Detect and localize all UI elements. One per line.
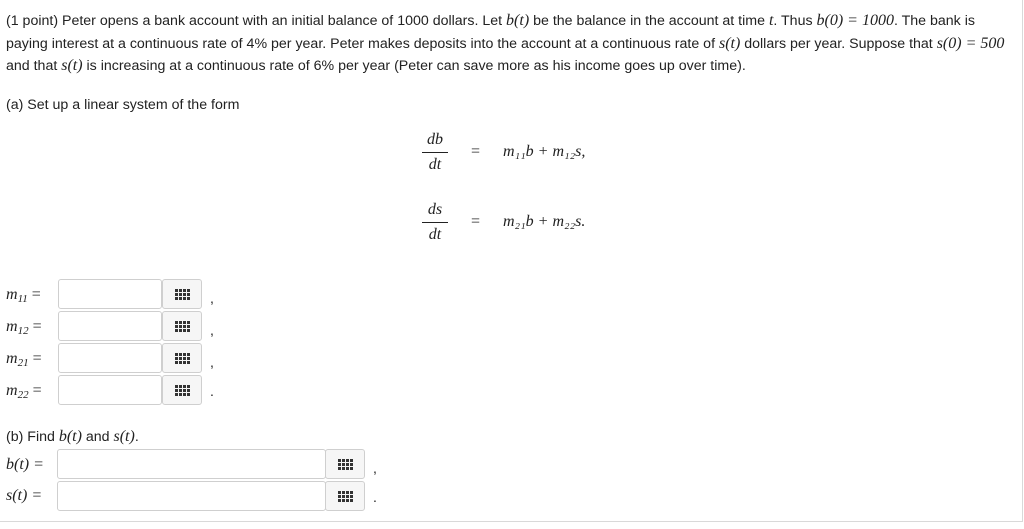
m22-input[interactable] [58, 375, 162, 405]
math-s0: s(0) = 500 [936, 34, 1005, 52]
part-b-prompt [6, 428, 139, 446]
math-st: s(t) [718, 34, 741, 52]
part-a-prompt: (a) Set up a linear system of the form [6, 97, 240, 113]
punctuation: . [373, 489, 377, 505]
label-m12 [6, 318, 42, 337]
fraction-bar [422, 222, 448, 223]
grid-icon [175, 385, 190, 396]
fraction-bar [422, 152, 448, 153]
grid-icon [175, 321, 190, 332]
m12-input[interactable] [58, 311, 162, 341]
denominator: dt [428, 226, 442, 243]
equals: = [28, 382, 42, 399]
prompt-text: and [81, 429, 114, 445]
math-t: t [768, 12, 774, 29]
math-st: s(t) [61, 57, 83, 74]
statement-text: dollars per year. Suppose that [740, 35, 937, 52]
label-m21 [6, 350, 42, 369]
equals-sign: = [471, 143, 481, 160]
punctuation: . [210, 383, 214, 399]
m11-equation-editor-button[interactable] [162, 279, 202, 309]
label-bt: b(t) = [6, 456, 44, 473]
subscript: 12 [17, 325, 29, 337]
equals: = [28, 350, 42, 367]
denominator: dt [428, 156, 442, 173]
prompt-text: . [134, 429, 139, 445]
statement-text: be the balance in the account at time [529, 13, 769, 29]
statement-text: . The bank is paying interest at a continuous rate of 4% per year. Peter makes deposits into the account at a continuous rate of [6, 13, 975, 52]
equals-sign: = [471, 213, 481, 230]
fraction-db-dt [420, 131, 450, 174]
var: m [6, 382, 18, 399]
statement-text: and that [6, 58, 62, 74]
statement-text: . Thus [773, 13, 817, 29]
var: m [6, 350, 18, 367]
label-m11 [6, 286, 41, 305]
subscript: 22 [17, 389, 29, 401]
m21-equation-editor-button[interactable] [162, 343, 202, 373]
equals: = [28, 318, 42, 335]
math-bt: b(t) [506, 12, 530, 29]
subscript: 21 [17, 357, 29, 369]
equation-rhs-2: m₂₁b + m₂₂s. [503, 213, 586, 230]
bt-input[interactable] [57, 449, 326, 479]
var: m [6, 318, 18, 335]
m22-equation-editor-button[interactable] [162, 375, 202, 405]
statement-text: Peter opens a bank account with an initial balance of 1000 dollars. Let [58, 13, 507, 29]
punctuation: , [373, 460, 377, 476]
punctuation: , [210, 354, 214, 370]
punctuation: , [210, 322, 214, 338]
punctuation: , [210, 290, 214, 306]
numerator: ds [427, 201, 443, 218]
fraction-ds-dt [420, 201, 450, 244]
equation-rhs-1: m₁₁b + m₁₂s, [503, 143, 586, 160]
m11-input[interactable] [58, 279, 162, 309]
label-st: s(t) = [6, 487, 43, 504]
m21-input[interactable] [58, 343, 162, 373]
st-equation-editor-button[interactable] [325, 481, 365, 511]
grid-icon [338, 491, 353, 502]
statement-text: is increasing at a continuous rate of 6% per year (Peter can save more as his income goes up over time). [82, 58, 746, 74]
bt-equation-editor-button[interactable] [325, 449, 365, 479]
equals: = [27, 286, 41, 303]
prompt-text: (b) Find [6, 429, 59, 445]
m12-equation-editor-button[interactable] [162, 311, 202, 341]
grid-icon [175, 289, 190, 300]
math-st: s(t) [113, 428, 135, 445]
grid-icon [175, 353, 190, 364]
problem-statement [6, 10, 1016, 78]
var: m [6, 286, 18, 303]
math-bt: b(t) [58, 428, 82, 445]
math-b0: b(0) = 1000 [816, 12, 894, 29]
label-m22 [6, 382, 42, 401]
st-input[interactable] [57, 481, 326, 511]
subscript: 11 [17, 293, 28, 305]
numerator: db [427, 131, 443, 148]
grid-icon [338, 459, 353, 470]
points-label: (1 point) [6, 13, 59, 29]
